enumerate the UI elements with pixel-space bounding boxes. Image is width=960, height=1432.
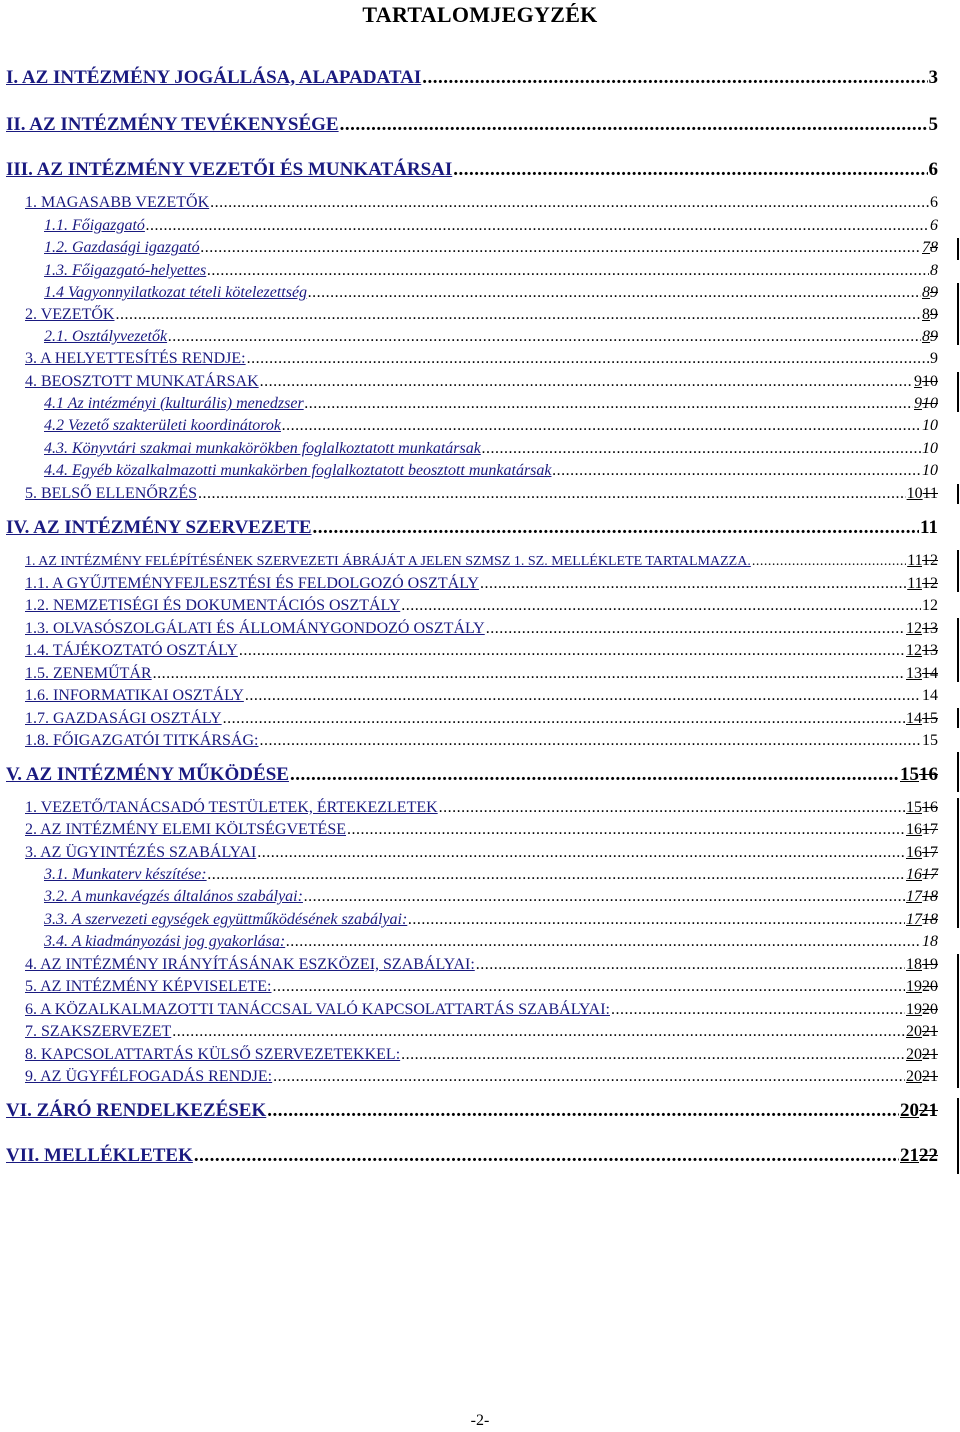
toc-entry-page: 20 — [906, 1023, 922, 1040]
toc-entry-label[interactable]: 9. AZ ÜGYFÉLFOGADÁS RENDJE: — [25, 1068, 273, 1085]
toc-entry-page: 14 — [922, 687, 938, 704]
toc-entry-page: 6 — [930, 217, 938, 234]
toc-entry[interactable] — [25, 711, 938, 727]
toc-entry[interactable] — [44, 934, 938, 950]
toc-entry[interactable] — [44, 240, 938, 256]
toc-entry[interactable] — [25, 598, 938, 614]
toc-entry-old-page: 14 — [922, 665, 938, 682]
toc-entry-label[interactable]: 1. VEZETŐ/TANÁCSADÓ TESTÜLETEK, ÉRTEKEZLETEK — [25, 799, 438, 816]
toc-entry[interactable] — [25, 307, 938, 323]
toc-entry-label[interactable]: 1.1. Főigazgató — [44, 217, 145, 234]
toc-entry[interactable] — [6, 1146, 938, 1165]
change-bar — [957, 1098, 959, 1174]
toc-entry-old-page: 15 — [922, 710, 938, 727]
toc-entry-old-page: 12 — [922, 552, 938, 569]
toc-entry-label[interactable]: 6. A KÖZALKALMAZOTTI TANÁCCSAL VALÓ KAPCSOLATTARTÁS SZABÁLYAI: — [25, 1001, 610, 1018]
toc-entry-label[interactable]: 4. AZ INTÉZMÉNY IRÁNYÍTÁSÁNAK ESZKÖZEI, SZABÁLYAI: — [25, 956, 475, 973]
toc-entry-label[interactable]: 1.4 Vagyonnyilatkozat tételi kötelezettség — [44, 284, 308, 301]
toc-entry[interactable] — [25, 979, 938, 995]
toc-entry-old-page: 20 — [922, 978, 938, 995]
toc-entry-label[interactable]: 4.1 Az intézményi (kulturális) menedzser — [44, 395, 304, 412]
toc-entry-page: 16 — [906, 821, 922, 838]
toc-entry-old-page: 18 — [922, 888, 938, 905]
toc-entry-label[interactable]: 2.1. Osztályvezetők — [44, 328, 168, 345]
toc-entry-old-page: 17 — [922, 844, 938, 861]
toc-entry-label[interactable]: III. AZ INTÉZMÉNY VEZETŐI ÉS MUNKATÁRSAI — [6, 159, 453, 180]
toc-entry-page: 8 — [922, 306, 930, 323]
toc-entry[interactable] — [44, 441, 938, 457]
toc-entry-label[interactable]: 1.2. Gazdasági igazgató — [44, 239, 200, 256]
toc-entry-label[interactable]: 4. BEOSZTOTT MUNKATÁRSAK — [25, 373, 259, 390]
toc-entry[interactable] — [25, 733, 938, 749]
change-bar — [957, 372, 959, 412]
toc-entry-label[interactable]: 1.5. ZENEMŰTÁR — [25, 665, 152, 682]
toc-entry-page: 12 — [906, 642, 922, 659]
toc-entry[interactable] — [25, 486, 938, 502]
toc-entry[interactable] — [25, 374, 938, 390]
toc-entry-page: 14 — [906, 710, 922, 727]
toc-entry-label[interactable]: 1. MAGASABB VEZETŐK — [25, 194, 210, 211]
toc-entry-label[interactable]: VI. ZÁRÓ RENDELKEZÉSEK — [6, 1100, 267, 1121]
toc-entry-page: 16 — [906, 866, 922, 883]
toc-entry-old-page: 13 — [922, 642, 938, 659]
toc-entry[interactable] — [44, 889, 938, 905]
toc-entry-page: 10 — [922, 462, 938, 479]
toc-entry-page: 21 — [900, 1145, 919, 1166]
toc-entry-page: 9 — [930, 350, 938, 367]
toc-entry-label[interactable]: 3. A HELYETTESÍTÉS RENDJE: — [25, 350, 246, 367]
toc-entry-old-page: 17 — [922, 821, 938, 838]
toc-entry-page: 17 — [906, 911, 922, 928]
toc-entry[interactable] — [25, 688, 938, 704]
toc-entry-label[interactable]: 4.3. Könyvtári szakmai munkakörökben foglalkoztatott munkatársak — [44, 440, 481, 457]
toc-entry-page: 12 — [906, 620, 922, 637]
toc-entry-page: 15 — [906, 799, 922, 816]
toc-entry[interactable] — [25, 1069, 938, 1085]
toc-entry-page: 16 — [906, 844, 922, 861]
toc-entry[interactable] — [25, 822, 938, 838]
toc-entry-label[interactable]: 1.4. TÁJÉKOZTATÓ OSZTÁLY — [25, 642, 238, 659]
toc-entry-page: 8 — [922, 284, 930, 301]
toc-entry[interactable] — [25, 845, 938, 861]
toc-entry-old-page: 13 — [922, 620, 938, 637]
toc-entry-label[interactable]: 1.3. OLVASÓSZOLGÁLATI ÉS ÁLLOMÁNYGONDOZÓ OSZTÁLY — [25, 620, 485, 637]
toc-entry[interactable] — [44, 867, 938, 883]
toc-entry[interactable] — [44, 396, 938, 412]
toc-entry-page: 18 — [906, 956, 922, 973]
change-bar — [957, 283, 959, 345]
toc-entry-label[interactable]: 1.7. GAZDASÁGI OSZTÁLY — [25, 710, 222, 727]
toc-entry[interactable] — [25, 666, 938, 682]
toc-entry-page: 20 — [906, 1068, 922, 1085]
toc-entry-label[interactable]: 3.3. A szervezeti egységek együttműködésének szabályai: — [44, 911, 408, 928]
toc-entry-label[interactable]: 3. AZ ÜGYINTÉZÉS SZABÁLYAI — [25, 844, 257, 861]
toc-entry[interactable] — [25, 553, 938, 569]
toc-entry[interactable] — [25, 1024, 938, 1040]
toc-entry-old-page: 21 — [922, 1023, 938, 1040]
toc-entry-page: 11 — [907, 552, 922, 569]
toc-entry-page: 15 — [900, 764, 919, 785]
toc-entry-page: 19 — [906, 1001, 922, 1018]
toc-entry-label[interactable]: 1.1. A GYŰJTEMÉNYFEJLESZTÉSI ÉS FELDOLGOZÓ OSZTÁLY — [25, 575, 479, 592]
toc-entry-page: 20 — [906, 1046, 922, 1063]
toc-entry[interactable] — [44, 329, 938, 345]
toc-entry-old-page: 18 — [922, 911, 938, 928]
toc-entry-old-page: 10 — [922, 395, 938, 412]
change-bar — [957, 752, 959, 792]
toc-entry[interactable] — [6, 765, 938, 784]
toc-entry-old-page: 9 — [930, 306, 938, 323]
toc-entry-label[interactable]: 2. AZ INTÉZMÉNY ELEMI KÖLTSÉGVETÉSE — [25, 821, 346, 838]
change-bar — [957, 484, 959, 504]
toc-entry[interactable] — [6, 1101, 938, 1120]
toc-entry[interactable] — [6, 518, 938, 537]
page-title: TARTALOMJEGYZÉK — [362, 2, 598, 27]
toc-entry-label[interactable]: II. AZ INTÉZMÉNY TEVÉKENYSÉGE — [6, 114, 339, 135]
toc-entry-page: 11 — [907, 575, 922, 592]
toc-entry-label[interactable]: 4.4. Egyéb közalkalmazotti munkakörben foglalkoztatott beosztott munkatársak — [44, 462, 552, 479]
toc-entry[interactable] — [25, 957, 938, 973]
toc-entry-old-page: 16 — [922, 799, 938, 816]
change-bar — [957, 954, 959, 1088]
toc-entry-label[interactable]: IV. AZ INTÉZMÉNY SZERVEZETE — [6, 517, 312, 538]
change-bar — [957, 618, 959, 682]
toc-entry[interactable] — [44, 418, 938, 434]
toc-entry[interactable] — [44, 285, 938, 301]
toc-entry-label[interactable]: 5. BELSŐ ELLENŐRZÉS — [25, 485, 197, 502]
page-number: -2- — [470, 1412, 490, 1429]
toc-entry-page: 7 — [922, 239, 930, 256]
toc-entry-old-page: 8 — [930, 239, 938, 256]
toc-entry-label[interactable]: 3.4. A kiadmányozási jog gyakorlása: — [44, 933, 286, 950]
toc-entry-old-page: 10 — [922, 373, 938, 390]
toc-entry-page: 13 — [906, 665, 922, 682]
change-bar — [957, 550, 959, 592]
toc-entry-page: 3 — [928, 67, 938, 88]
toc-entry-page: 10 — [922, 440, 938, 457]
toc-entry-label[interactable]: 8. KAPCSOLATTARTÁS KÜLSŐ SZERVEZETEKKEL: — [25, 1046, 401, 1063]
toc-entry[interactable] — [44, 463, 938, 479]
toc-entry-page: 11 — [920, 517, 938, 538]
toc-entry[interactable] — [44, 263, 938, 279]
toc-entry-label[interactable]: 5. AZ INTÉZMÉNY KÉPVISELETE: — [25, 978, 272, 995]
toc-entry[interactable] — [25, 576, 938, 592]
toc-entry-label[interactable]: 1.3. Főigazgató-helyettes — [44, 262, 207, 279]
toc-entry[interactable] — [25, 1047, 938, 1063]
toc-entry-old-page: 21 — [922, 1046, 938, 1063]
change-bar — [957, 238, 959, 260]
toc-entry[interactable] — [25, 643, 938, 659]
toc-entry-old-page: 20 — [922, 1001, 938, 1018]
toc-entry-old-page: 22 — [919, 1145, 938, 1166]
change-bar — [957, 708, 959, 728]
toc-entry-label[interactable]: 4.2 Vezető szakterületi koordinátorok — [44, 417, 281, 434]
toc-entry-label[interactable]: 1. AZ INTÉZMÉNY FELÉPÍTÉSÉNEK SZERVEZETI ÁBRÁJÁT A JELEN SZMSZ 1. SZ. MELLÉKLETE TARTALMAZZA. — [25, 554, 751, 569]
toc-entry-label[interactable]: 7. SZAKSZERVEZET — [25, 1023, 172, 1040]
toc-entry-label[interactable]: 2. VEZETŐK — [25, 306, 115, 323]
toc-entry-old-page: 11 — [922, 485, 938, 502]
toc-entry-old-page: 21 — [922, 1068, 938, 1085]
change-bar — [957, 798, 959, 928]
toc-entry-page: 5 — [928, 114, 938, 135]
toc-entry[interactable] — [25, 195, 938, 211]
toc-entry-old-page: 19 — [922, 956, 938, 973]
toc-entry-label[interactable]: V. AZ INTÉZMÉNY MŰKÖDÉSE — [6, 764, 289, 785]
toc-entry-old-page: 9 — [930, 328, 938, 345]
toc-entry[interactable] — [25, 800, 938, 816]
toc-entry-page: 15 — [922, 732, 938, 749]
toc-entry-old-page: 9 — [930, 284, 938, 301]
toc-entry-page: 10 — [922, 417, 938, 434]
toc-entry-label[interactable]: VII. MELLÉKLETEK — [6, 1145, 193, 1166]
toc-entry[interactable] — [6, 115, 938, 134]
toc-entry-label[interactable]: I. AZ INTÉZMÉNY JOGÁLLÁSA, ALAPADATAI — [6, 67, 422, 88]
toc-entry-page: 10 — [906, 485, 923, 502]
toc-entry-label[interactable]: 1.2. NEMZETISÉGI ÉS DOKUMENTÁCIÓS OSZTÁLY — [25, 597, 401, 614]
toc-entry-page: 9 — [914, 373, 922, 390]
toc-entry-page: 18 — [922, 933, 938, 950]
toc-entry[interactable] — [25, 351, 938, 367]
toc-entry-page: 8 — [930, 262, 938, 279]
toc-entry-label[interactable]: 1.6. INFORMATIKAI OSZTÁLY — [25, 687, 244, 704]
toc-entry[interactable] — [25, 621, 938, 637]
toc-entry-old-page: 16 — [919, 764, 938, 785]
toc-entry-page: 12 — [922, 597, 938, 614]
toc-entry-page: 8 — [922, 328, 930, 345]
toc-entry-page: 9 — [914, 395, 922, 412]
toc-entry-page: 20 — [900, 1100, 919, 1121]
toc-entry[interactable] — [25, 1002, 938, 1018]
toc-entry-page: 17 — [906, 888, 922, 905]
toc-entry[interactable] — [44, 218, 938, 234]
toc-entry-page: 6 — [928, 159, 938, 180]
toc-entry-page: 19 — [906, 978, 922, 995]
toc-entry-label[interactable]: 1.8. FŐIGAZGATÓI TITKÁRSÁG: — [25, 732, 259, 749]
toc-entry[interactable] — [6, 160, 938, 179]
toc-entry-old-page: 17 — [922, 866, 938, 883]
toc-entry-old-page: 12 — [922, 575, 938, 592]
toc-entry-label[interactable]: 3.1. Munkaterv készítése: — [44, 866, 207, 883]
toc-entry-label[interactable]: 3.2. A munkavégzés általános szabályai: — [44, 888, 303, 905]
toc-entry-old-page: 21 — [919, 1100, 938, 1121]
toc-entry[interactable] — [6, 68, 938, 87]
toc-entry-page: 6 — [930, 194, 938, 211]
toc-entry[interactable] — [44, 912, 938, 928]
